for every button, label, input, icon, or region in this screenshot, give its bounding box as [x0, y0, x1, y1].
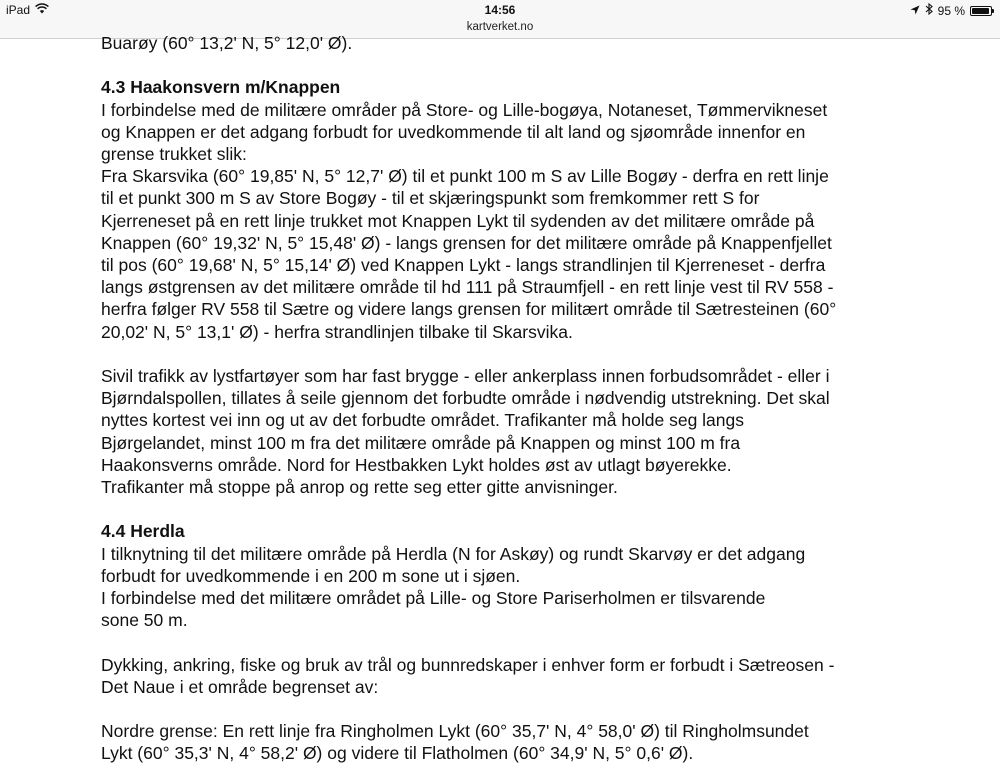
text-line: Bjørgelandet, minst 100 m fra det militære område på Knappen og minst 100 m fra [101, 432, 741, 453]
text-line: til et punkt 300 m S av Store Bogøy - til et skjæringspunkt som fremkommer rett S for [101, 188, 760, 209]
text-line: nyttes kortest vei inn og ut av det forbudte området. Trafikanter må holde seg langs [101, 410, 744, 431]
battery-level [972, 8, 989, 14]
section-4-4-paragraph-1 [101, 543, 901, 632]
text-line: Nordre grense: En rett linje fra Ringholmen Lykt (60° 35,7' N, 4° 58,0' Ø) til Ringholmsundet [101, 721, 809, 742]
location-icon [910, 4, 920, 18]
device-label: iPad [6, 3, 31, 17]
text-line: I tilknytning til det militære område på Herdla (N for Askøy) og rundt Skarvøy er det adgang [101, 543, 806, 564]
text-line: Sivil trafikk av lystfartøyer som har fast brygge - eller ankerplass innen forbudsområdet - eller i [101, 366, 830, 387]
url-domain[interactable]: kartverket.no [466, 21, 534, 33]
text-line: I forbindelse med de militære områder på Store- og Lille-bogøya, Notaneset, Tømmervikneset [101, 99, 828, 120]
text-line: Kjerreneset på en rett linje trukket mot Knappen Lykt til sydenden av det militære område på [101, 210, 815, 231]
text-line: I forbindelse med det militære området på Lille- og Store Pariserholmen er tilsvarende [101, 588, 766, 609]
text-line: Trafikanter må stoppe på anrop og rette seg etter gitte anvisninger. [101, 477, 618, 498]
document-content [101, 32, 901, 765]
text-line: sone 50 m. [101, 610, 188, 631]
text-line: forbudt for uvedkommende i en 200 m sone ut i sjøen. [101, 565, 521, 586]
battery-percent: 95 % [937, 3, 965, 18]
text-line: langs østgrensen av det militære område til hd 111 på Straumfjell - en rett linje vest til RV 558 - [101, 277, 834, 298]
status-bar-right [910, 3, 992, 18]
text-line: og Knappen er det adgang forbudt for uvedkommende til alt land og sjøområde innenfor en [101, 121, 806, 142]
section-4-4-paragraph-3 [101, 720, 901, 764]
text-line: Haakonsverns område. Nord for Hestbakken Lykt holdes øst av utlagt bøyerekke. [101, 454, 732, 475]
text-line: Dykking, ankring, fiske og bruk av trål og bunnredskaper i enhver form er forbudt i Sætreosen - [101, 654, 835, 675]
text-line: til pos (60° 19,68' N, 5° 15,14' Ø) ved Knappen Lykt - langs strandlinjen til Kjerreneset - derfra [101, 255, 826, 276]
text-line: 20,02' N, 5° 13,1' Ø) - herfra strandlinjen tilbake til Skarsvika. [101, 321, 573, 342]
intro-tail-line: Buarøy (60° 13,2' N, 5° 12,0' Ø). [101, 33, 353, 53]
status-time: 14:56 [484, 3, 516, 17]
battery-icon [970, 6, 992, 16]
section-4-4-paragraph-2 [101, 654, 901, 698]
text-line: Bjørndalspollen, tillates å seile gjennom det forbudte område i nødvendig utstrekning. Det skal [101, 388, 830, 409]
document-viewport[interactable] [0, 33, 1000, 764]
section-4-3-paragraph-2 [101, 365, 901, 498]
text-line: grense trukket slik: [101, 144, 247, 164]
text-line: Det Naue i et område begrenset av: [101, 676, 379, 697]
section-heading-4-3: 4.3 Haakonsvern m/Knappen [101, 77, 341, 98]
text-line: Lykt (60° 35,3' N, 4° 58,2' Ø) og videre til Flatholmen (60° 34,9' N, 5° 0,6' Ø). [101, 743, 694, 764]
status-bar [0, 0, 1000, 20]
text-line: Fra Skarsvika (60° 19,85' N, 5° 12,7' Ø) til et punkt 100 m S av Lille Bogøy - derfra en rett linje [101, 166, 829, 187]
text-line: Knappen (60° 19,32' N, 5° 15,48' Ø) - langs grensen for det militære område på Knappenfjellet [101, 232, 832, 253]
section-4-3-paragraph-1 [101, 99, 901, 343]
bluetooth-icon [925, 3, 933, 18]
section-heading-4-4: 4.4 Herdla [101, 521, 185, 542]
text-line: herfra følger RV 558 til Sætre og videre langs grensen for militært område til Sætresteinen (60° [101, 299, 837, 320]
